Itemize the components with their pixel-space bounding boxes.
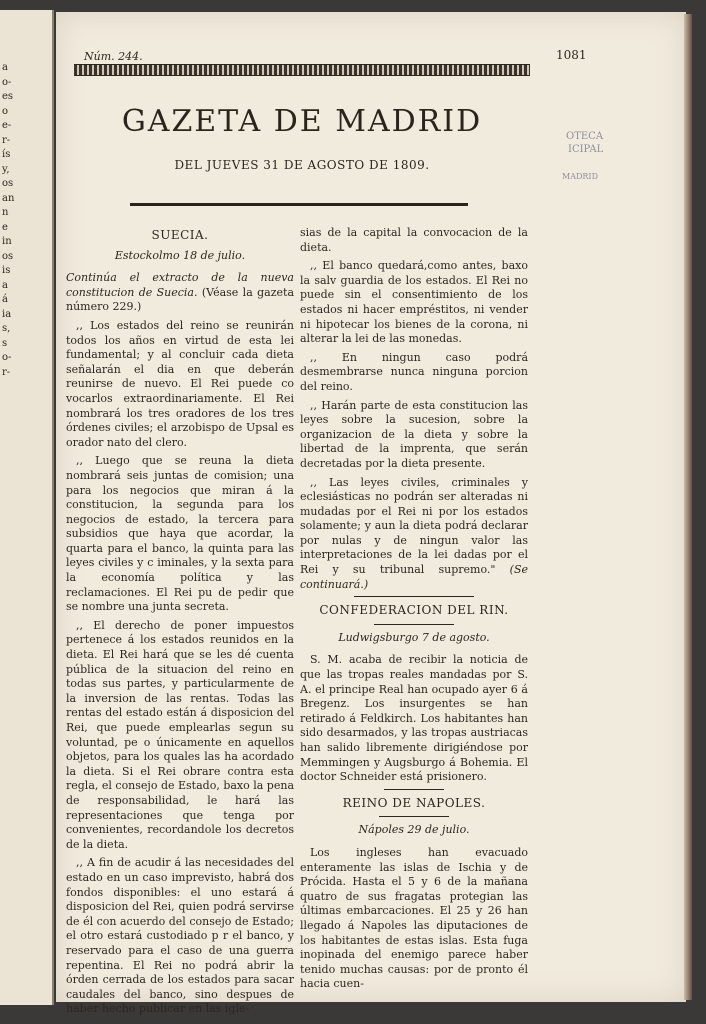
prev-page-fragment: ís xyxy=(2,149,11,160)
issue-number: Núm. 244. xyxy=(84,50,143,63)
prev-page-fragment: in xyxy=(2,236,12,247)
previous-page-edge xyxy=(0,10,54,1005)
section-heading: CONFEDERACION DEL RIN. xyxy=(319,603,509,618)
prev-page-fragment: a xyxy=(2,279,8,291)
page-number: 1081 xyxy=(556,48,587,62)
prev-page-fragment: e xyxy=(2,221,8,233)
prev-page-fragment: n xyxy=(2,207,9,218)
paragraph: ,, Las leyes civiles, criminales y eclesiásticas no podrán ser alteradas ni mudadas por el Rei ni por los estados solamente; y aun la dieta podrá declarar por nulas y de ningun valor las interpretaciones de la lei dadas por el Rei y su tribunal supremo." (Se continuará.) xyxy=(300,475,528,591)
paragraph: ,, Los estados del reino se reunirán todos los años en virtud de esta lei fundamental; y al concluir cada dieta señalarán el dia en que deberán reunirse de nuevo. El Rei puede co vocarlos extraordinariamente. El Rei nombrará los tres oradores de los tres órdenes civiles; el arzobispo de Upsal es orador nato del clero. xyxy=(66,318,294,449)
paragraph: S. M. acaba de recibir la noticia de que las tropas reales mandadas por S. A. el principe Real han ocupado ayer 6 á Bregenz. Los insurgentes se han retirado á Feldkirch. Los habitantes han sido desarmados, y las tropas austriacas han salido libremente dirigiéndose por Memmingen y Augsburgo á Bohemia. El doctor Schneider está prisionero. xyxy=(300,653,528,784)
section-heading: SUECIA. xyxy=(151,228,209,242)
prev-page-fragment: is xyxy=(2,265,11,276)
paragraph: sias de la capital la convocacion de la dieta. xyxy=(300,226,528,254)
prev-page-fragment: r- xyxy=(2,366,11,378)
dateline: Ludwigsburgo 7 de agosto. xyxy=(338,630,490,644)
divider xyxy=(384,789,444,790)
prev-page-fragment: os xyxy=(2,178,14,189)
continuation-note: Continúa el extracto de la nueva constitucion de Suecia. (Véase la gazeta número 229.) xyxy=(66,271,295,314)
divider xyxy=(379,816,449,817)
prev-page-fragment: ia xyxy=(2,308,12,320)
dateline: Nápoles 29 de julio. xyxy=(358,823,470,837)
paragraph: ,, Harán parte de esta constitucion las leyes sobre la sucesion, sobre la organizacion de la dieta y sobre la libertad de la imprenta, que serán decretadas por la dieta presente. xyxy=(300,398,528,470)
paragraph: ,, El banco quedará,como antes, baxo la salv guardia de los estados. El Rei no puede sin el consentimiento de los estados ni hacer empréstitos, ni vender ni hipotecar los bienes de la corona, ni alterar la lei de las monedas. xyxy=(300,259,528,346)
right-column xyxy=(300,226,528,996)
divider xyxy=(374,624,454,625)
divider xyxy=(354,596,474,597)
header-rule xyxy=(130,203,468,206)
prev-page-fragment: y, xyxy=(2,163,10,175)
prev-page-fragment: e- xyxy=(2,120,12,131)
prev-page-fragment: r- xyxy=(2,134,11,146)
paragraph: ,, En ningun caso podrá desmembrarse nunca ninguna porcion del reino. xyxy=(300,350,528,393)
prev-page-fragment: a xyxy=(2,62,8,73)
paragraph: Los ingleses han evacuado enteramente las islas de Ischia y de Prócida. Hasta el 5 y 6 de la mañana quatro de sus fragatas protegian las últimas embarcaciones. El 25 y 26 han llegado á Napoles las diputaciones de los habitantes de estas islas. Esta fuga inopinada del enemigo parece haber tenido muchas causas: por de pronto él hacia cuen- xyxy=(300,845,528,991)
prev-page-fragment: os xyxy=(2,250,14,262)
section-heading: REINO DE NAPOLES. xyxy=(342,795,486,810)
paragraph: ,, El derecho de poner impuestos pertenece á los estados reunidos en la dieta. El Rei hará que se les dé cuenta pública de la situacion del reino en todas sus partes, y particularmente de la inversion de las rentas. Todas las rentas del estado están á disposicion del Rei, que puede emplearlas segun su voluntad, pe o únicamente en aquellos objetos, para los quales las ha acordado la dieta. Si el Rei obrare contra esta regla, el consejo de Estado, baxo la pena de responsabilidad, le hará las representaciones que tenga por convenientes, recordandole los decretos de la dieta. xyxy=(66,618,295,851)
dateline: Estockolmo 18 de julio. xyxy=(114,248,246,262)
continued-note: (Se continuará.) xyxy=(300,563,528,591)
left-column xyxy=(66,226,294,1021)
page-edge xyxy=(684,14,692,1000)
prev-page-fragment: o- xyxy=(2,352,12,363)
prev-page-fragment: s, xyxy=(2,323,11,334)
prev-page-fragment: s xyxy=(2,337,8,349)
paragraph: ,, A fin de acudir á las necesidades del estado en un caso imprevisto, habrá dos fondos disponibles: el uno estará á disposicion del Rei, quien podrá servirse de él con acuerdo del consejo de Estado; el otro estará custodiado p r el banco, y reservado para el caso de una guerra repentina. El Rei no podrá abrir la órden cerrada de los estados para sacar caudales del banco, sino despues de haber hecho publicar en las igle- xyxy=(66,856,294,1016)
prev-page-fragment: es xyxy=(2,91,14,102)
prev-page-fragment: o xyxy=(2,105,9,117)
prev-page-fragment: á xyxy=(2,294,8,305)
prev-page-fragment: an xyxy=(2,192,15,204)
paragraph: ,, Luego que se reuna la dieta nombrará seis juntas de comision; una para los negocios que miran á la constitucion, la segunda para los negocios de estado, la tercera para subsidios que haya que acordar, la quarta para el banco, la quinta para las leyes civiles y c iminales, y la sexta para la economía política y las reclamaciones. El Rei pu de pedir que se nombre una junta secreta. xyxy=(66,454,294,614)
issue-date: DEL JUEVES 31 DE AGOSTO DE 1809. xyxy=(174,158,430,172)
ornamental-border xyxy=(74,64,530,76)
prev-page-fragment: o- xyxy=(2,76,12,88)
library-stamp: OTECA ICIPAL MADRID xyxy=(562,131,604,181)
newspaper-title: GAZETA DE MADRID xyxy=(121,104,483,139)
